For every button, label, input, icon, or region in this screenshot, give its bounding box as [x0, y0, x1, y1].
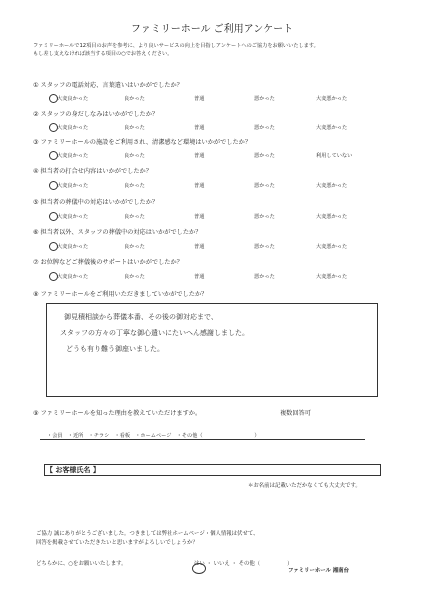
q7-option-5[interactable]: 大変悪かった	[316, 274, 348, 280]
q5-option-2[interactable]: 良かった	[124, 214, 145, 220]
q3-option-4[interactable]: 悪かった	[254, 153, 275, 159]
company-signature: ファミリーホール 湘南台	[288, 568, 349, 574]
q3-option-2[interactable]: 良かった	[124, 153, 145, 159]
q4-option-1[interactable]: 大変良かった	[57, 182, 88, 189]
q7-option-2[interactable]: 良かった	[124, 274, 145, 280]
q2-option-2[interactable]: 良かった	[124, 125, 145, 131]
thanks-line-1: ご協力 誠にありがとうございました。つきましては弊社ホームページ・個人情報は伏せて、	[36, 531, 259, 537]
q7-option-1[interactable]: 大変良かった	[57, 273, 88, 280]
q6-option-2[interactable]: 良かった	[124, 244, 145, 250]
intro-line-2: もし差し支えなければ該当する項目の○でお答えください。	[33, 51, 173, 57]
q2-option-3[interactable]: 普通	[194, 125, 205, 131]
selected-circle	[49, 272, 58, 281]
question-5: ⑤ 担当者の葬儀中の対応はいかがでしたか？	[33, 199, 159, 206]
consent-options[interactable]: はい ・ いいえ ・ その他（ ）	[194, 559, 293, 567]
q5-option-5[interactable]: 大変悪かった	[316, 214, 348, 220]
q4-option-3[interactable]: 普通	[194, 183, 205, 189]
q1-option-2[interactable]: 良かった	[124, 96, 145, 102]
customer-name-label: 【 お客様氏名 】	[46, 466, 100, 474]
selected-circle	[49, 123, 58, 132]
source-divider	[40, 439, 365, 440]
thanks-line-2: 回答を掲載させていただきたいと思いますがよろしいでしょうか？	[36, 540, 198, 546]
handwritten-comment-line-3: どうも有り難う御座いました。	[66, 345, 164, 353]
q4-option-2[interactable]: 良かった	[124, 183, 145, 189]
q7-option-4[interactable]: 悪かった	[254, 274, 275, 280]
q6-option-5[interactable]: 大変悪かった	[316, 244, 348, 250]
selected-circle	[192, 563, 206, 574]
q1-option-4[interactable]: 悪かった	[254, 96, 275, 102]
source-options[interactable]: ・会員 ・近所 ・チラシ ・看板 ・ホームページ ・その他（ ）	[47, 433, 260, 439]
consent-prompt: どちらかに、○をお願いいたします。	[36, 561, 127, 567]
question-1: ① スタッフの電話対応、言葉遣いはいかがでしたか？	[33, 82, 183, 89]
q6-option-4[interactable]: 悪かった	[254, 244, 275, 250]
question-8: ⑧ ファミリーホールをご利用いただきましていかがでしたか？	[33, 291, 208, 298]
q2-option-5[interactable]: 大変悪かった	[316, 125, 348, 131]
question-2: ② スタッフの身だしなみはいかがでしたか？	[33, 111, 159, 118]
q7-option-3[interactable]: 普通	[194, 274, 205, 280]
selected-circle	[49, 242, 58, 251]
question-4: ④ 担当者の打合せ内容はいかがでしたか？	[33, 168, 152, 175]
q4-option-4[interactable]: 悪かった	[254, 183, 275, 189]
selected-circle	[49, 151, 58, 160]
q2-option-4[interactable]: 悪かった	[254, 125, 275, 131]
handwritten-comment-line-2: スタッフの方々の丁寧な御心遣いにたいへん感謝しました。	[60, 329, 249, 337]
q3-option-3[interactable]: 普通	[194, 153, 205, 159]
selected-circle	[49, 94, 58, 103]
q3-option-1[interactable]: 大変良かった	[57, 152, 88, 159]
q1-option-3[interactable]: 普通	[194, 96, 205, 102]
q6-option-3[interactable]: 普通	[194, 244, 205, 250]
q6-option-1[interactable]: 大変良かった	[57, 243, 88, 250]
survey-intro	[33, 42, 393, 58]
thanks-message	[36, 530, 396, 548]
q1-option-5[interactable]: 大変悪かった	[316, 96, 348, 102]
intro-line-1: ファミリーホールで12項目のお声を参考に、より良いサービスの向上を目指しアンケートへのご協力をお願いいたします。	[33, 43, 319, 49]
question-9: ⑨ ファミリーホールを知った理由を教えていただけますか。	[33, 410, 202, 417]
question-6: ⑥ 担当者以外、スタッフの葬儀中の対応はいかがでしたか？	[33, 229, 202, 236]
q3-option-5[interactable]: 利用していない	[316, 153, 353, 159]
q2-option-1[interactable]: 大変良かった	[57, 124, 88, 131]
survey-title: ファミリーホール ご利用アンケート	[130, 24, 294, 35]
question-3: ③ ファミリーホールの施設をご利用され、清潔感など環境はいかがでしたか？	[33, 139, 252, 146]
q5-option-3[interactable]: 普通	[194, 214, 205, 220]
q1-option-1[interactable]: 大変良かった	[57, 95, 88, 102]
name-optional-note: ＊お名前は記載いただかなくても大丈夫です。	[248, 483, 361, 489]
question-7: ⑦ お位牌などご葬儀後のサポートはいかがでしたか？	[33, 259, 183, 266]
multiple-answers-note: 複数回答可	[280, 410, 311, 417]
q5-option-1[interactable]: 大変良かった	[57, 213, 88, 220]
handwritten-comment-line-1: 御見積相談から葬儀本番、その後の御対応まで、	[64, 313, 218, 321]
q4-option-5[interactable]: 大変悪かった	[316, 183, 348, 189]
selected-circle	[49, 181, 58, 190]
selected-circle	[49, 212, 58, 221]
q5-option-4[interactable]: 悪かった	[254, 214, 275, 220]
